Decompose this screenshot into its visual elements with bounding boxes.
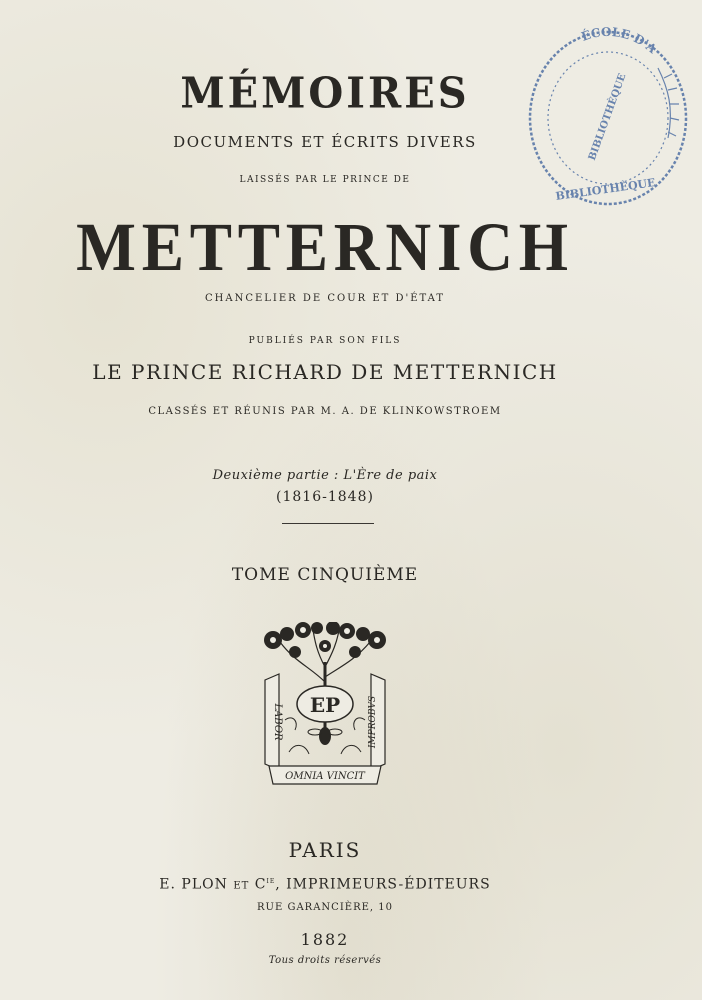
imprint-address: RUE GARANCIÈRE, 10 [257, 902, 393, 913]
editor-name: LE PRINCE RICHARD DE METTERNICH [92, 360, 558, 384]
left-ribbon-text: LABOR [272, 703, 283, 741]
rights-notice: Tous droits réservés [268, 955, 382, 966]
publisher-et: ET [233, 880, 250, 892]
monogram: EP [309, 693, 341, 717]
right-ribbon-text: IMPROBVS [368, 695, 378, 749]
imprint-year: 1882 [300, 930, 350, 949]
publisher-cie-sup: ie [266, 876, 276, 885]
subtitle-documents: DOCUMENTS ET ÉCRITS DIVERS [173, 133, 477, 151]
stamp-center-text: BIBLIOTHÈQUE [586, 72, 629, 163]
stamp-lower-text: BIBLIOTHÈQUE [554, 176, 657, 203]
publisher-cie: C [254, 876, 267, 893]
stamp-outer-text: ÉCOLE D'A [579, 24, 660, 57]
imprint-publisher [0, 876, 650, 893]
published-by-label: PUBLIÉS PAR SON FILS [248, 336, 402, 346]
author-name: METTERNICH [76, 209, 574, 286]
library-stamp [518, 18, 694, 212]
publisher-name: E. PLON [159, 876, 228, 893]
publisher-role: , IMPRIMEURS-ÉDITEURS [275, 876, 491, 893]
publisher-emblem [255, 622, 395, 790]
part-title: Deuxième partie : L'Ère de paix [212, 468, 438, 483]
imprint-city: PARIS [288, 838, 362, 862]
divider-rule [282, 523, 374, 524]
part-dates: (1816-1848) [276, 489, 374, 505]
memoires-heading: MÉMOIRES [180, 68, 470, 119]
subtitle-laisses: LAISSÉS PAR LE PRINCE DE [239, 175, 411, 185]
compiler-line: CLASSÉS ET RÉUNIS PAR M. A. DE KLINKOWSTROEM [148, 406, 502, 417]
volume-label: TOME CINQUIÈME [231, 565, 419, 585]
author-office: CHANCELIER DE COUR ET D'ÉTAT [204, 293, 446, 304]
bottom-ribbon-text: OMNIA VINCIT [285, 771, 365, 782]
